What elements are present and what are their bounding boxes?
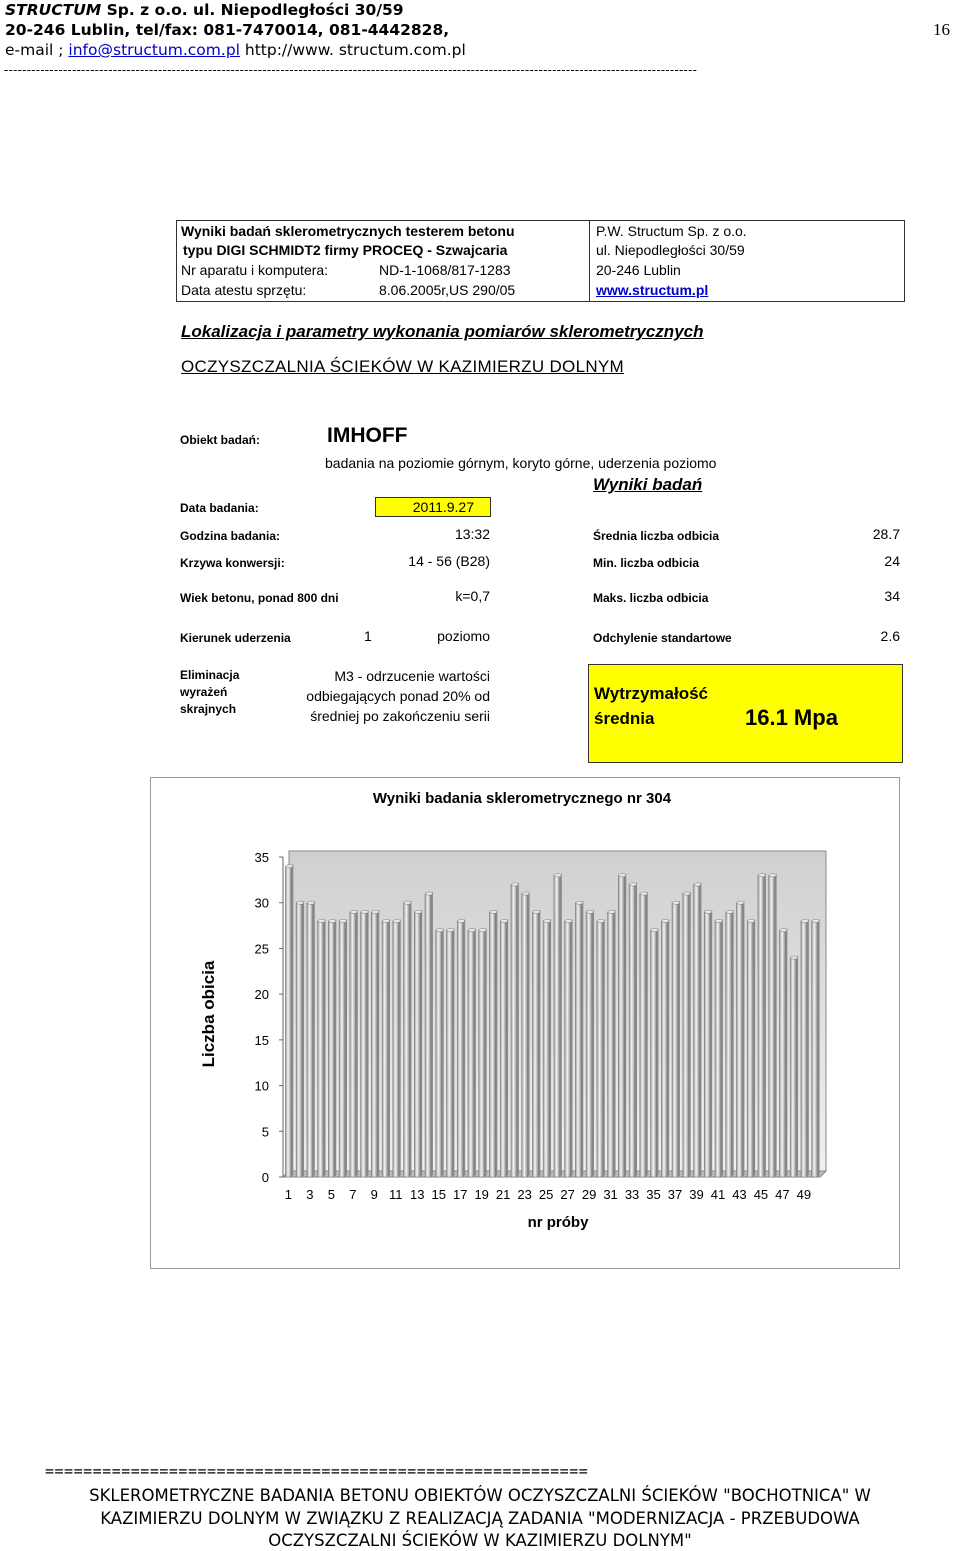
bar bbox=[457, 921, 463, 1177]
bar bbox=[500, 921, 506, 1177]
bar-top bbox=[812, 919, 819, 922]
bar bbox=[640, 894, 646, 1177]
bar bbox=[672, 903, 678, 1177]
bar-top bbox=[565, 919, 572, 922]
bar-top bbox=[533, 910, 540, 913]
bar-top bbox=[597, 919, 604, 922]
x-tick-label: 9 bbox=[370, 1187, 378, 1202]
max-value: 34 bbox=[884, 588, 900, 604]
bar bbox=[414, 912, 420, 1177]
bar bbox=[468, 930, 474, 1177]
bar-side bbox=[656, 928, 658, 1177]
bar-top bbox=[340, 919, 347, 922]
x-tick-label: 25 bbox=[538, 1187, 554, 1202]
bar bbox=[522, 894, 528, 1177]
bar bbox=[790, 958, 796, 1177]
x-tick-label: 13 bbox=[410, 1187, 425, 1202]
bar-top bbox=[307, 901, 314, 904]
bar-top bbox=[350, 910, 357, 913]
device-label: Nr aparatu i komputera: bbox=[181, 262, 329, 278]
min-value: 24 bbox=[884, 553, 900, 569]
bar bbox=[554, 875, 560, 1177]
y-tick-label: 15 bbox=[254, 1032, 269, 1048]
header-company-line bbox=[5, 0, 466, 20]
elimination-label-1: Eliminacja bbox=[180, 668, 240, 682]
header-divider: --------------------------------------------------------------------------------------------------------------------------------------------------------- bbox=[4, 63, 698, 77]
y-tick-label: 5 bbox=[261, 1124, 269, 1140]
bar bbox=[361, 912, 367, 1177]
y-tick-label: 35 bbox=[254, 850, 269, 865]
location-subtitle: OCZYSZCZALNIA ŚCIEKÓW W KAZIMIERZU DOLNYM bbox=[181, 357, 625, 376]
strength-value: 16.1 Mpa bbox=[745, 705, 838, 730]
bar bbox=[747, 921, 753, 1177]
bar-top bbox=[801, 919, 808, 922]
bar bbox=[629, 884, 635, 1177]
x-tick-label: 15 bbox=[431, 1187, 446, 1202]
header-phone-line: 20-246 Lublin, tel/fax: 081-7470014, 081-4442828, bbox=[5, 21, 450, 39]
curve-value: 14 - 56 (B28) bbox=[408, 553, 490, 569]
x-tick-label: 7 bbox=[349, 1187, 357, 1202]
x-tick-label: 49 bbox=[796, 1187, 812, 1202]
bar-top bbox=[361, 910, 368, 913]
bar-top bbox=[415, 910, 422, 913]
bar-side bbox=[796, 956, 798, 1177]
device-value: ND-1-1068/817-1283 bbox=[379, 262, 511, 278]
bar-top bbox=[791, 956, 798, 959]
bar-top bbox=[522, 892, 529, 895]
bar-top bbox=[554, 874, 561, 877]
y-tick-label: 30 bbox=[254, 895, 269, 911]
bar bbox=[543, 921, 549, 1177]
x-tick-label: 19 bbox=[474, 1187, 489, 1202]
chart-x-label: nr próby bbox=[527, 1214, 589, 1231]
direction-label: Kierunek uderzenia bbox=[180, 631, 291, 645]
bar bbox=[425, 894, 431, 1177]
bar-top bbox=[619, 874, 626, 877]
bar-side bbox=[732, 910, 734, 1177]
bar bbox=[393, 921, 399, 1177]
bar bbox=[285, 866, 291, 1177]
bar bbox=[779, 930, 785, 1177]
bar-top bbox=[511, 883, 518, 886]
page-number: 16 bbox=[933, 20, 950, 39]
bar-top bbox=[662, 919, 669, 922]
bar bbox=[726, 912, 732, 1177]
object-name: IMHOFF bbox=[327, 424, 408, 447]
bar-top bbox=[372, 910, 379, 913]
x-tick-label: 31 bbox=[603, 1187, 618, 1202]
x-tick-label: 37 bbox=[667, 1187, 683, 1202]
header-email-prefix: e-mail ; bbox=[5, 41, 69, 59]
rebound-chart bbox=[150, 777, 900, 1269]
page-header bbox=[5, 0, 466, 60]
company-street: ul. Niepodległości 30/59 bbox=[596, 242, 745, 258]
x-tick-label: 35 bbox=[646, 1187, 661, 1202]
company-name: P.W. Structum Sp. z o.o. bbox=[596, 223, 747, 239]
bar-top bbox=[576, 901, 583, 904]
bar bbox=[371, 912, 377, 1177]
x-tick-label: 3 bbox=[306, 1187, 314, 1202]
bar bbox=[661, 921, 667, 1177]
bar-side bbox=[442, 928, 444, 1177]
bar-side bbox=[646, 892, 648, 1177]
bar bbox=[382, 921, 388, 1177]
bar-top bbox=[458, 919, 465, 922]
mean-label: Średnia liczba odbicia bbox=[593, 529, 720, 543]
strength-box bbox=[588, 664, 903, 763]
header-company-italic: STRUCTUM bbox=[5, 1, 102, 19]
y-tick-label: 10 bbox=[254, 1078, 269, 1094]
bar bbox=[532, 912, 538, 1177]
company-info-right bbox=[592, 221, 904, 301]
y-tick-label: 0 bbox=[261, 1170, 269, 1185]
bar-top bbox=[629, 883, 636, 886]
x-tick-label: 11 bbox=[389, 1187, 403, 1202]
bar-top bbox=[737, 901, 744, 904]
bar-side bbox=[474, 928, 476, 1177]
x-tick-label: 23 bbox=[517, 1187, 532, 1202]
chart-title: Wyniki badania sklerometrycznego nr 304 bbox=[372, 790, 672, 807]
x-tick-label: 29 bbox=[581, 1187, 597, 1202]
bar-side bbox=[506, 919, 508, 1177]
bar-top bbox=[705, 910, 712, 913]
bar-top bbox=[318, 919, 325, 922]
bar-top bbox=[748, 919, 755, 922]
bar bbox=[618, 875, 624, 1177]
company-website-link[interactable]: www.structum.pl bbox=[596, 282, 709, 298]
age-label: Wiek betonu, ponad 800 dni bbox=[180, 591, 339, 605]
bar-side bbox=[785, 928, 787, 1177]
bar bbox=[489, 912, 495, 1177]
header-contact-line bbox=[5, 40, 466, 60]
bar-top bbox=[447, 929, 454, 932]
footer-divider: ========================================================= bbox=[45, 1462, 589, 1480]
object-label: Obiekt badań: bbox=[180, 433, 261, 447]
std-value: 2.6 bbox=[880, 628, 900, 644]
elimination-label-3: skrajnych bbox=[180, 702, 237, 716]
bar-top bbox=[490, 910, 497, 913]
bar bbox=[339, 921, 345, 1177]
bar bbox=[683, 894, 689, 1177]
bar-top bbox=[382, 919, 389, 922]
bar-top bbox=[501, 919, 508, 922]
results-title: Wyniki badań bbox=[593, 475, 703, 494]
elimination-desc-3: średniej po zakończeniu serii bbox=[310, 708, 490, 724]
strength-label-1: Wytrzymałość bbox=[594, 684, 709, 703]
strength-label-2: średnia bbox=[594, 709, 655, 728]
x-tick-label: 47 bbox=[775, 1187, 790, 1202]
footer-line-3: OCZYSZCZALNI ŚCIEKÓW W KAZIMIERZU DOLNYM" bbox=[268, 1531, 692, 1550]
min-label: Min. liczba odbicia bbox=[593, 556, 700, 570]
bar-top bbox=[479, 929, 486, 932]
y-tick-label: 25 bbox=[254, 941, 269, 957]
bar bbox=[436, 930, 442, 1177]
bar bbox=[328, 921, 334, 1177]
bar bbox=[565, 921, 571, 1177]
bar bbox=[575, 903, 581, 1177]
bar bbox=[511, 884, 517, 1177]
bar-top bbox=[587, 910, 594, 913]
bar-top bbox=[694, 883, 701, 886]
cert-label: Data atestu sprzętu: bbox=[181, 282, 307, 298]
header-company-address: Sp. z o.o. ul. Niepodległości 30/59 bbox=[101, 1, 404, 19]
time-value: 13:32 bbox=[454, 526, 490, 542]
bar-side bbox=[431, 892, 433, 1177]
x-tick-label: 41 bbox=[710, 1187, 726, 1202]
chart-plot-area bbox=[255, 850, 826, 1202]
bar-top bbox=[726, 910, 733, 913]
bar bbox=[608, 912, 614, 1177]
x-tick-label: 5 bbox=[327, 1187, 335, 1202]
elimination-desc-1: M3 - odrzucenie wartości bbox=[334, 668, 490, 684]
bar-side bbox=[528, 892, 530, 1177]
bar-top bbox=[608, 910, 615, 913]
footer-line-2: KAZIMIERZU DOLNYM W ZWIĄZKU Z REALIZACJĄ ZADANIA "MODERNIZACJA - PRZEBUDOWA bbox=[100, 1509, 860, 1528]
date-value: 2011.9.27 bbox=[375, 497, 491, 517]
footer-line-1: SKLEROMETRYCZNE BADANIA BETONU OBIEKTÓW OCZYSZCZALNI ŚCIEKÓW "BOCHOTNICA" W bbox=[89, 1486, 871, 1505]
x-tick-label: 43 bbox=[732, 1187, 747, 1202]
time-label: Godzina badania: bbox=[180, 529, 281, 543]
x-tick-label: 45 bbox=[753, 1187, 769, 1202]
bar-top bbox=[640, 892, 647, 895]
direction-value: poziomo bbox=[437, 628, 490, 644]
bar bbox=[736, 903, 742, 1177]
bar bbox=[404, 903, 410, 1177]
bar-top bbox=[780, 929, 787, 932]
bar-side bbox=[517, 882, 519, 1177]
std-label: Odchylenie standartowe bbox=[593, 631, 732, 645]
x-tick-label: 27 bbox=[560, 1187, 575, 1202]
bar-top bbox=[286, 865, 293, 868]
x-tick-label: 21 bbox=[495, 1187, 511, 1202]
bar-top bbox=[758, 874, 765, 877]
bar-top bbox=[329, 919, 336, 922]
date-label: Data badania: bbox=[180, 501, 259, 515]
bar-top bbox=[404, 901, 411, 904]
age-value: k=0,7 bbox=[455, 588, 490, 604]
y-tick-label: 20 bbox=[254, 987, 269, 1003]
bar bbox=[350, 912, 356, 1177]
bar-side bbox=[635, 882, 637, 1177]
bar-top bbox=[425, 892, 432, 895]
bar-top bbox=[468, 929, 475, 932]
elimination-desc-2: odbiegających ponad 20% od bbox=[306, 688, 490, 704]
bar bbox=[715, 921, 721, 1177]
elimination-label-2: wyrażeń bbox=[180, 685, 228, 699]
bar bbox=[597, 921, 603, 1177]
bar bbox=[307, 903, 313, 1177]
bar-side bbox=[538, 910, 540, 1177]
bar-top bbox=[297, 901, 304, 904]
object-description: badania na poziomie górnym, koryto górne, uderzenia poziomo bbox=[325, 455, 717, 471]
bar-top bbox=[393, 919, 400, 922]
bar-side bbox=[614, 910, 616, 1177]
mean-value: 28.7 bbox=[872, 526, 900, 542]
device-info-left bbox=[177, 221, 590, 301]
bar bbox=[447, 930, 453, 1177]
bar-top bbox=[715, 919, 722, 922]
bar bbox=[769, 875, 775, 1177]
bar bbox=[694, 884, 700, 1177]
elimination-description bbox=[270, 666, 490, 726]
bar-side bbox=[495, 910, 497, 1177]
bar bbox=[801, 921, 807, 1177]
bar-side bbox=[721, 919, 723, 1177]
bar bbox=[651, 930, 657, 1177]
bar-top bbox=[769, 874, 776, 877]
x-tick-label: 33 bbox=[624, 1187, 640, 1202]
location-title: Lokalizacja i parametry wykonania pomiarów sklerometrycznych bbox=[181, 322, 704, 341]
info-title-1: Wyniki badań sklerometrycznych testerem betonu bbox=[181, 223, 515, 239]
curve-label: Krzywa konwersji: bbox=[180, 556, 285, 570]
bar bbox=[318, 921, 324, 1177]
x-tick-label: 39 bbox=[689, 1187, 704, 1202]
bar-top bbox=[672, 901, 679, 904]
direction-number: 1 bbox=[364, 628, 372, 644]
bar-side bbox=[463, 919, 465, 1177]
bar bbox=[586, 912, 592, 1177]
bar bbox=[479, 930, 485, 1177]
bar-side bbox=[603, 919, 605, 1177]
cert-value: 8.06.2005r,US 290/05 bbox=[379, 282, 516, 298]
max-label: Maks. liczba odbicia bbox=[593, 591, 709, 605]
bar-top bbox=[683, 892, 690, 895]
bar bbox=[296, 903, 302, 1177]
company-city: 20-246 Lublin bbox=[596, 262, 681, 278]
header-email-link[interactable]: info@structum.com.pl bbox=[68, 41, 240, 59]
bar-top bbox=[436, 929, 443, 932]
header-www: http://www. structum.com.pl bbox=[239, 41, 466, 59]
bar bbox=[812, 921, 818, 1177]
bar bbox=[704, 912, 710, 1177]
bar-top bbox=[651, 929, 658, 932]
x-tick-label: 1 bbox=[284, 1187, 292, 1202]
info-title-2: typu DIGI SCHMIDT2 firmy PROCEQ - Szwajcaria bbox=[183, 242, 508, 258]
bar-top bbox=[544, 919, 551, 922]
x-tick-label: 17 bbox=[452, 1187, 468, 1202]
bar bbox=[758, 875, 764, 1177]
device-info-box bbox=[176, 220, 905, 302]
chart-y-label: Liczba obicia bbox=[199, 960, 218, 1068]
